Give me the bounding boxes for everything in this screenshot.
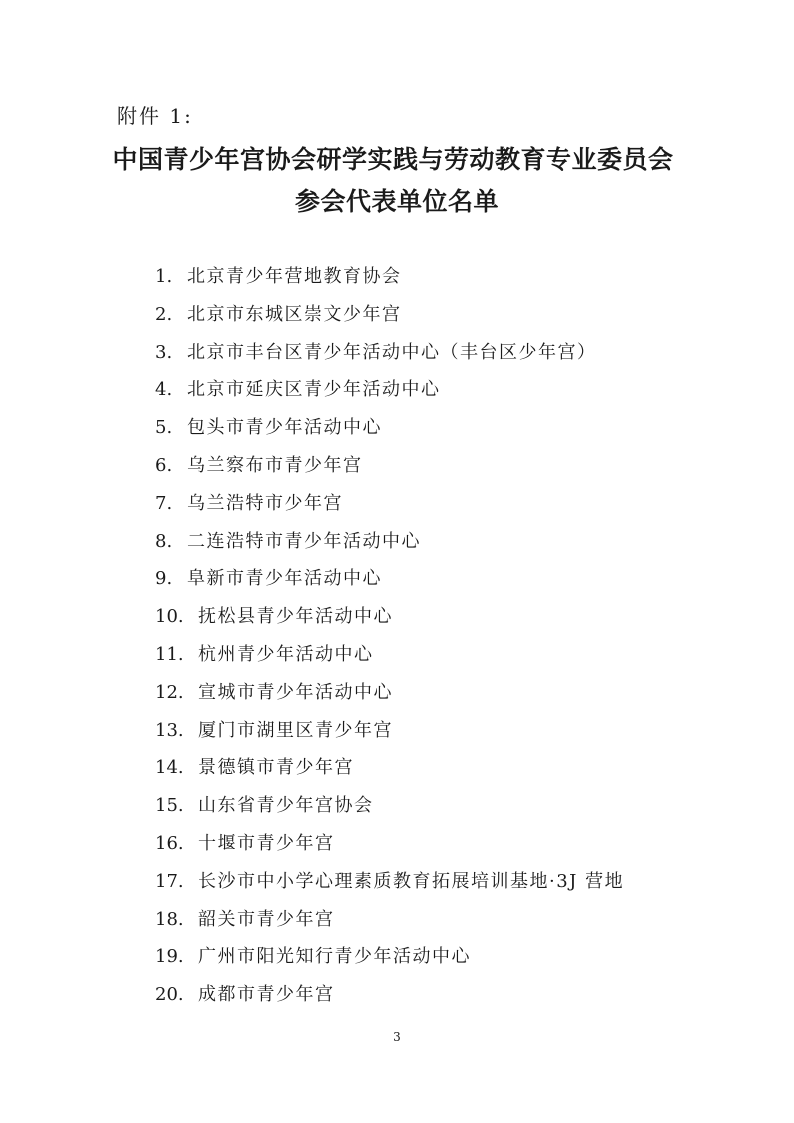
unit-name: 阜新市青少年活动中心 [187, 568, 382, 590]
unit-number: 5. [155, 417, 173, 439]
unit-number: 1. [155, 266, 173, 287]
unit-name: 长沙市中小学心理素质教育拓展培训基地·3J 营地 [198, 870, 625, 892]
unit-name: 二连浩特市青少年活动中心 [187, 530, 421, 552]
unit-name: 包头市青少年活动中心 [187, 417, 382, 439]
unit-name: 北京市延庆区青少年活动中心 [187, 379, 441, 401]
unit-name: 北京青少年营地教育协会 [187, 266, 402, 287]
unit-number: 6. [155, 454, 173, 476]
unit-number: 7. [155, 492, 173, 514]
unit-list-item [155, 825, 624, 863]
unit-list-item [155, 863, 624, 901]
unit-name: 广州市阳光知行青少年活动中心 [198, 946, 471, 968]
page-number: 3 [393, 1030, 401, 1044]
unit-list-item [155, 523, 624, 561]
unit-list-item [155, 598, 624, 636]
unit-number: 20. [155, 984, 184, 1006]
unit-list-item [155, 976, 624, 1014]
document-title-line-2: 参会代表单位名单 [294, 187, 499, 216]
unit-list-item [155, 334, 624, 372]
unit-list-item [155, 409, 624, 447]
unit-list-item [155, 749, 624, 787]
unit-number: 15. [155, 795, 184, 817]
document-title-line-1: 中国青少年宫协会研学实践与劳动教育专业委员会 [112, 145, 674, 174]
unit-number: 12. [155, 681, 184, 703]
unit-name: 十堰市青少年宫 [198, 832, 335, 854]
unit-list-item [155, 938, 624, 976]
unit-number: 8. [155, 530, 173, 552]
unit-list-item [155, 371, 624, 409]
unit-name: 乌兰察布市青少年宫 [187, 454, 363, 476]
unit-list-item [155, 674, 624, 712]
unit-list-item [155, 636, 624, 674]
unit-number: 13. [155, 719, 184, 741]
unit-number: 10. [155, 606, 184, 628]
unit-list-item [155, 712, 624, 750]
unit-list [155, 258, 624, 1014]
unit-name: 景德镇市青少年宫 [198, 757, 354, 779]
attachment-label: 附件 1: [117, 104, 193, 128]
unit-number: 17. [155, 870, 184, 892]
unit-number: 14. [155, 757, 184, 779]
unit-number: 9. [155, 568, 173, 590]
unit-name: 山东省青少年宫协会 [198, 795, 374, 817]
unit-number: 18. [155, 908, 184, 930]
unit-name: 北京市丰台区青少年活动中心（丰台区少年宫） [187, 341, 597, 363]
unit-number: 19. [155, 946, 184, 968]
unit-list-item [155, 560, 624, 598]
unit-name: 抚松县青少年活动中心 [198, 606, 393, 628]
unit-number: 16. [155, 832, 184, 854]
unit-name: 成都市青少年宫 [198, 984, 335, 1006]
unit-name: 乌兰浩特市少年宫 [187, 492, 343, 514]
unit-list-item [155, 258, 624, 296]
unit-name: 北京市东城区崇文少年宫 [187, 303, 402, 325]
unit-list-item [155, 447, 624, 485]
unit-list-item [155, 296, 624, 334]
unit-number: 2. [155, 303, 173, 325]
unit-number: 11. [155, 643, 184, 665]
unit-name: 宣城市青少年活动中心 [198, 681, 393, 703]
unit-number: 4. [155, 379, 173, 401]
unit-number: 3. [155, 341, 173, 363]
unit-name: 厦门市湖里区青少年宫 [198, 719, 393, 741]
unit-name: 韶关市青少年宫 [198, 908, 335, 930]
unit-list-item [155, 787, 624, 825]
unit-list-item [155, 485, 624, 523]
unit-list-item [155, 901, 624, 939]
unit-name: 杭州青少年活动中心 [198, 643, 374, 665]
